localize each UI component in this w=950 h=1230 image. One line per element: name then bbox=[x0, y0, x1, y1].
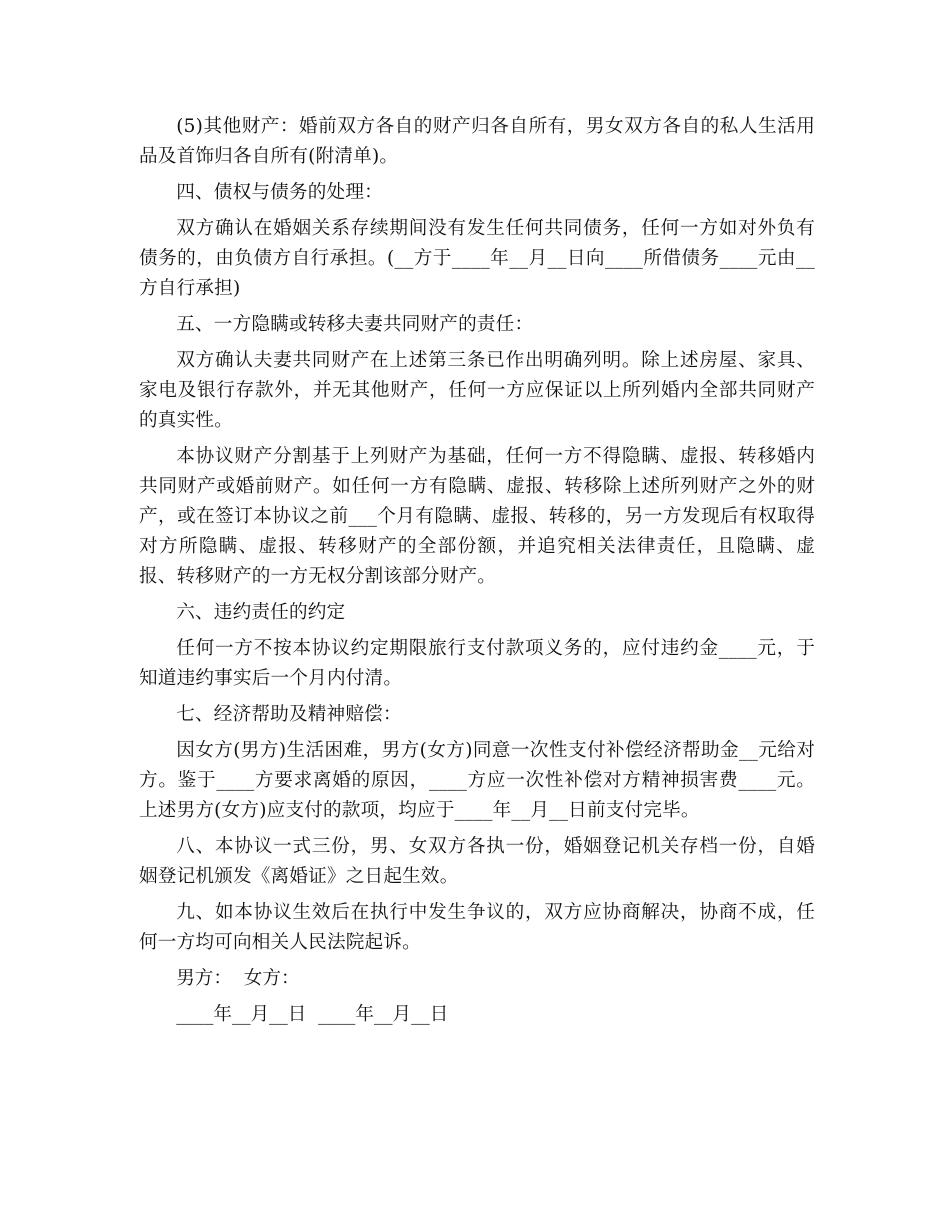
heading-compensation: 七、经济帮助及精神赔偿： bbox=[176, 704, 402, 725]
paragraph-disputes: 九、如本协议生效后在执行中发生争议的，双方应协商解决，协商不成，任何一方均可向相关人民法院起诉。 bbox=[139, 902, 815, 953]
heading-breach: 六、违约责任的约定 bbox=[176, 602, 346, 623]
signature-parties: 男方： 女方： bbox=[176, 968, 300, 989]
paragraph-breach: 任何一方不按本协议约定期限旅行支付款项义务的，应付违约金____元，于知道违约事实后一个月内付清。 bbox=[139, 638, 815, 689]
paragraph-compensation: 因女方(男方)生活困难，男方(女方)同意一次性支付补偿经济帮助金__元给对方。鉴于____方要求离婚的原因，____方应一次性补偿对方精神损害费____元。上述男方(女方)应支付的款项，均应于____年__月__日前支付完毕。 bbox=[139, 740, 815, 821]
paragraph-joint-property: 双方确认夫妻共同财产在上述第三条已作出明确列明。除上述房屋、家具、家电及银行存款外，并无其他财产，任何一方应保证以上所列婚内全部共同财产的真实性。 bbox=[139, 350, 815, 431]
paragraph-debts: 双方确认在婚姻关系存续期间没有发生任何共同债务，任何一方如对外负有债务的，由负债方自行承担。(__方于____年__月__日向____所借债务____元由__方自行承担) bbox=[139, 218, 815, 299]
paragraph-copies: 八、本协议一式三份，男、女双方各执一份，婚姻登记机关存档一份，自婚姻登记机颁发《离婚证》之日起生效。 bbox=[139, 836, 815, 887]
signature-dates: ____年__月__日 ____年__月__日 bbox=[176, 1004, 449, 1025]
document-body bbox=[139, 112, 815, 1036]
paragraph-concealment-penalty: 本协议财产分割基于上列财产为基础，任何一方不得隐瞒、虚报、转移婚内共同财产或婚前财产。如任何一方有隐瞒、虚报、转移除上述所列财产之外的财产，或在签订本协议之前___个月有隐瞒、虚报、转移的，另一方发现后有权取得对方所隐瞒、虚报、转移财产的全部份额，并追究相关法律责任，且隐瞒、虚报、转移财产的一方无权分割该部分财产。 bbox=[139, 446, 815, 587]
heading-debts: 四、债权与债务的处理： bbox=[176, 182, 383, 203]
paragraph-other-property: (5)其他财产：婚前双方各自的财产归各自所有，男女双方各自的私人生活用品及首饰归各自所有(附清单)。 bbox=[139, 116, 815, 167]
heading-concealment: 五、一方隐瞒或转移夫妻共同财产的责任： bbox=[176, 314, 534, 335]
